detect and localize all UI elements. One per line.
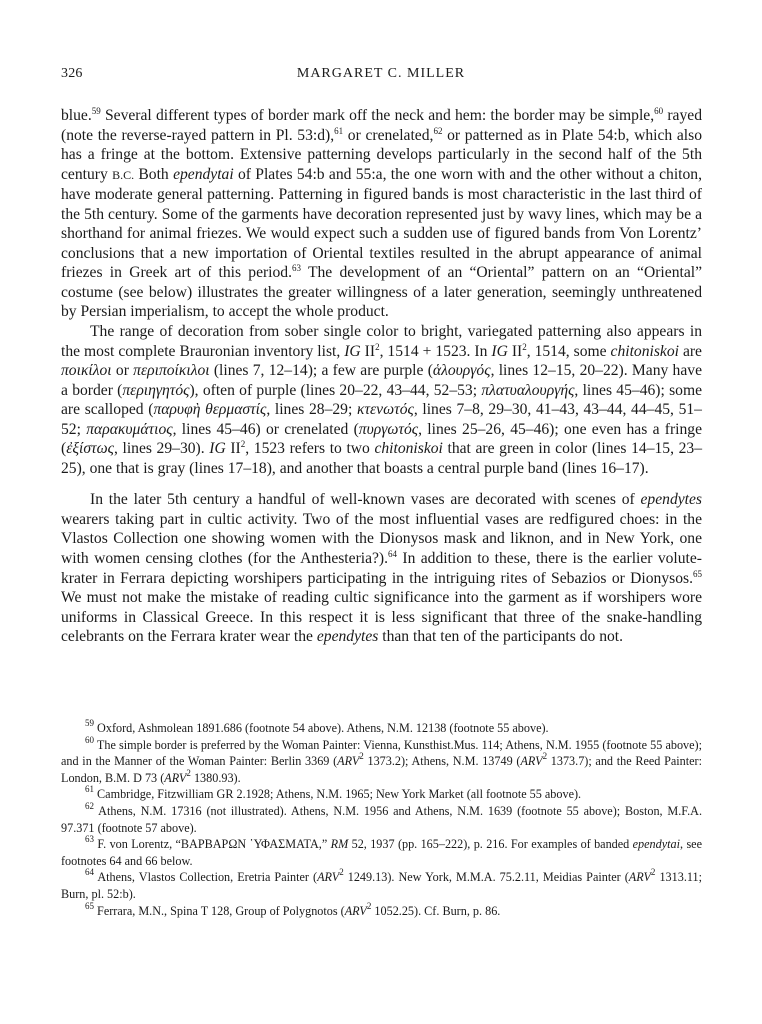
footnote: $^{62}$ Athens, N.M. 17316 (not illustrated). Athens, N.M. 1956 and Athens, N.M. 1639 (footnote 55 above); Boston, M.F.A. 97.371 (footnote 57 above). [61,800,702,835]
footnote: $^{60}$ The simple border is preferred by the Woman Painter: Vienna, Kunsthist.Mus. 114; Athens, N.M. 1955 (footnote 55 above); and in the Manner of the Woman Painter: Berlin 3369 (ARV$^2$ 1373.2); Athens, N.M. 13749 (ARV$^2$ 1373.7); and the Reed Painter: London, B.M. D 73 (ARV$^2$ 1380.93). [61,734,702,785]
footnote: $^{65}$ Ferrara, M.N., Spina T 128, Group of Polygnotos (ARV$^2$ 1052.25). Cf. Burn, p. 86. [85,900,501,918]
running-head: MARGARET C. MILLER [296,66,466,81]
footnote: $^{59}$ Oxford, Ashmolean 1891.686 (footnote 54 above). Athens, N.M. 12138 (footnote 55 above). [85,718,549,735]
page-number: 326 [61,66,83,81]
footnote: $^{61}$ Cambridge, Fitzwilliam GR 2.1928; Athens, N.M. 1965; New York Market (all footnote 55 above). [85,784,582,802]
paragraph: In the later 5th century a handful of well-known vases are decorated with scenes of ependytes wearers taking part in cultic activity. Two of the most influential vases are redfigured choes: in the Vlastos Collection one showing women with the Dionysos mask and liknon, and in New York, one with women censing clothes (for the Anthesteria?).$^{64}$ In addition to these, there is the earlier volute-krater in Ferrara depicting worshipers participating in the intriguing rites of Sebazios or Dionysos.$^{65}$ We must not make the mistake of reading cultic significance into the garment as if worshipers wore uniforms in Classical Greece. In this respect it is less significant that three of the snake-handling celebrants on the Ferrara krater wear the ependytes than that ten of the participants do not. [61,491,702,646]
footnote: $^{63}$ F. von Lorentz, “ΒΑΡΒΑΡΩΝ ῾ΥΦΑΣΜΑΤΑ,” RM 52, 1937 (pp. 165–222), p. 216. For examples of banded ependytai, see footnotes 64 and 66 below. [61,834,702,868]
body-text [61,106,702,647]
footnote: $^{64}$ Athens, Vlastos Collection, Eretria Painter (ARV$^2$ 1249.13). New York, M.M.A. 75.2.11, Meidias Painter (ARV$^2$ 1313.11; Burn, pl. 52:b). [61,867,703,901]
page-header [61,66,701,88]
footnotes [61,720,702,919]
paragraph: The range of decoration from sober single color to bright, variegated patterning also appears in the most complete Brauronian inventory list, IG $II^2$, 1514 + 1523. In IG $II^2$, 1514, some chitoniskoi are ποικίλοι or περιποίκιλοι (lines 7, 12–14); a few are purple (ἁλουργός, lines 12–15, 20–22). Many have a border (περιηγητός), often of purple (lines 20–22, 43–44, 52–53; πλατυαλουργής, lines 45–46); some are scalloped (παρυφὴ θερμαστίς, lines 28–29; κτενωτός, lines 7–8, 29–30, 41–43, 43–44, 44–45, 51–52; παρακυμάτιος, lines 45–46) or crenelated (πυργωτός, lines 25–26, 45–46); one even has a fringe (ἐξίστως, lines 29–30). IG $II^2$, 1523 refers to two chitoniskoi that are green in color (lines 14–15, 23–25), one that is gray (lines 17–18), and another that boasts a central purple band (lines 16–17). [61,323,703,477]
paragraph: blue.$^{59}$ Several different types of border mark off the neck and hem: the border may be simple,$^{60}$ rayed (note the reverse-rayed pattern in Pl. 53:d),$^{61}$ or crenelated,$^{62}$ or patterned as in Plate 54:b, which also has a fringe at the bottom. Extensive patterning develops particularly in the second half of the 5th century B.C. Both ependytai of Plates 54:b and 55:a, the one worn with and the other without a chiton, have moderate general patterning. Patterning in figured bands is most characteristic in the last third of the 5th century. Some of the garments have decoration represented just by wavy lines, which may be a shorthand for animal friezes. We would expect such a sudden use of figured bands from Von Lorentz’ conclusions that a new importation of Oriental textiles resulted in the abrupt appearance of animal friezes in Greek art of this period.$^{63}$ The development of an “Oriental” pattern on an “Oriental” costume (see below) illustrates the greater willingness of a later generation, seemingly unthreatened by Persian imperialism, to accept the whole product. [61,106,702,321]
